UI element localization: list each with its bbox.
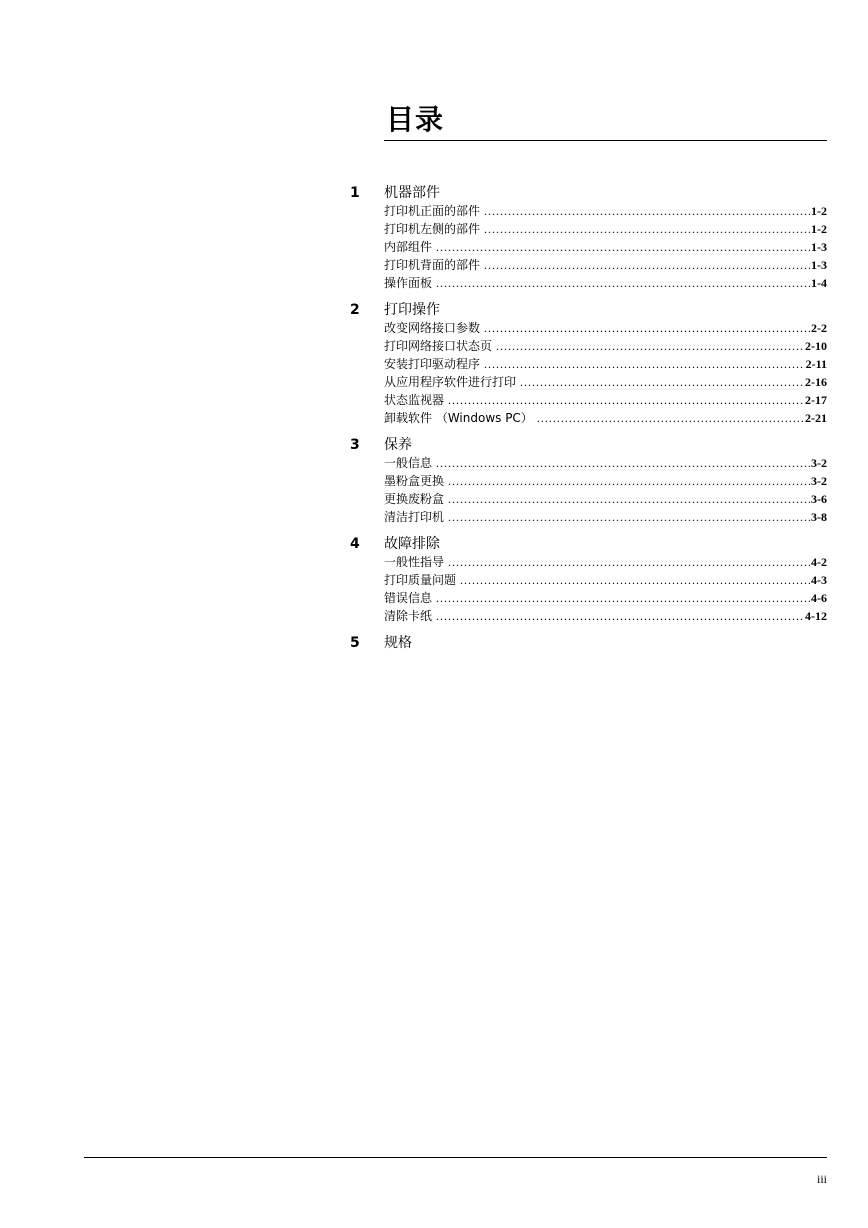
toc-entry[interactable] bbox=[384, 490, 827, 508]
chapter-5 bbox=[346, 635, 827, 652]
page-title: 目录 bbox=[386, 103, 445, 136]
dot-leader bbox=[520, 373, 804, 391]
chapter-number: 4 bbox=[350, 536, 360, 552]
dot-leader bbox=[460, 571, 810, 589]
chapter-title: 规格 bbox=[384, 635, 412, 651]
chapter-heading[interactable] bbox=[346, 302, 827, 319]
toc-entry-label: 打印质量问题 bbox=[384, 573, 457, 587]
toc-entry[interactable] bbox=[384, 508, 827, 526]
toc-entry-page: 3-2 bbox=[811, 456, 827, 470]
toc-entry-label: 卸载软件 （Windows PC） bbox=[384, 411, 533, 425]
toc-entry[interactable] bbox=[384, 454, 827, 472]
toc-entry-page: 4-6 bbox=[811, 591, 827, 605]
chapter-heading[interactable] bbox=[346, 536, 827, 553]
toc-entry[interactable] bbox=[384, 409, 827, 427]
toc-entry-label: 墨粉盒更换 bbox=[384, 474, 445, 488]
chapter-heading[interactable] bbox=[346, 635, 827, 652]
toc-entry-page: 3-8 bbox=[811, 510, 827, 524]
toc-entry-page: 4-3 bbox=[811, 573, 827, 587]
toc-entry-label: 错误信息 bbox=[384, 591, 433, 605]
toc-entry-label: 打印网络接口状态页 bbox=[384, 339, 493, 353]
page-number: iii bbox=[816, 1172, 827, 1186]
dot-leader bbox=[448, 472, 810, 490]
dot-leader bbox=[537, 409, 804, 427]
toc-entry[interactable] bbox=[384, 220, 827, 238]
toc-entry[interactable] bbox=[384, 571, 827, 589]
toc-entry[interactable] bbox=[384, 202, 827, 220]
toc-entry[interactable] bbox=[384, 589, 827, 607]
dot-leader bbox=[484, 319, 810, 337]
toc-entry-label: 从应用程序软件进行打印 bbox=[384, 375, 517, 389]
title-divider bbox=[384, 140, 827, 141]
toc-entry-page: 1-3 bbox=[811, 258, 827, 272]
dot-leader bbox=[448, 490, 810, 508]
toc-entry-page: 2-21 bbox=[805, 411, 827, 425]
toc-entry[interactable] bbox=[384, 472, 827, 490]
toc-entry-page: 2-17 bbox=[805, 393, 827, 407]
chapter-1 bbox=[346, 185, 827, 292]
chapter-title: 保养 bbox=[384, 437, 412, 453]
toc-entry-label: 清除卡纸 bbox=[384, 609, 433, 623]
toc-entry[interactable] bbox=[384, 373, 827, 391]
dot-leader bbox=[496, 337, 804, 355]
toc-entry-page: 1-3 bbox=[811, 240, 827, 254]
dot-leader bbox=[436, 607, 804, 625]
toc-entry-label: 内部组件 bbox=[384, 240, 433, 254]
toc-entry-page: 2-2 bbox=[811, 321, 827, 335]
toc-entry[interactable] bbox=[384, 319, 827, 337]
dot-leader bbox=[436, 238, 810, 256]
footer-divider bbox=[84, 1157, 827, 1158]
chapter-heading[interactable] bbox=[346, 185, 827, 202]
chapter-title: 打印操作 bbox=[384, 302, 440, 318]
dot-leader bbox=[484, 220, 810, 238]
toc-entry-label: 一般信息 bbox=[384, 456, 433, 470]
toc-entry-page: 2-10 bbox=[805, 339, 827, 353]
toc-entry-label: 一般性指导 bbox=[384, 555, 445, 569]
chapter-number: 3 bbox=[350, 437, 360, 453]
toc-entry-page: 1-4 bbox=[811, 276, 827, 290]
chapter-title: 故障排除 bbox=[384, 536, 440, 552]
toc-entry-page: 1-2 bbox=[811, 222, 827, 236]
toc-entry[interactable] bbox=[384, 391, 827, 409]
dot-leader bbox=[448, 553, 810, 571]
toc-entry-label: 安装打印驱动程序 bbox=[384, 357, 481, 371]
chapter-2 bbox=[346, 302, 827, 427]
dot-leader bbox=[436, 274, 810, 292]
toc-entry-label: 清洁打印机 bbox=[384, 510, 445, 524]
toc-entry-page: 2-11 bbox=[805, 357, 827, 371]
chapter-title: 机器部件 bbox=[384, 185, 440, 201]
toc-entry-label: 更换废粉盒 bbox=[384, 492, 445, 506]
toc-entry[interactable] bbox=[384, 607, 827, 625]
dot-leader bbox=[448, 508, 810, 526]
toc-entry-page: 3-2 bbox=[811, 474, 827, 488]
toc-entry[interactable] bbox=[384, 355, 827, 373]
chapter-heading[interactable] bbox=[346, 437, 827, 454]
toc-entry[interactable] bbox=[384, 274, 827, 292]
chapter-3 bbox=[346, 437, 827, 526]
chapter-number: 5 bbox=[350, 635, 360, 651]
dot-leader bbox=[436, 454, 810, 472]
dot-leader bbox=[436, 589, 810, 607]
toc-entry-label: 打印机左侧的部件 bbox=[384, 222, 481, 236]
table-of-contents bbox=[346, 185, 827, 662]
toc-entry[interactable] bbox=[384, 238, 827, 256]
toc-entry-page: 4-12 bbox=[805, 609, 827, 623]
toc-entry-label: 打印机背面的部件 bbox=[384, 258, 481, 272]
dot-leader bbox=[484, 355, 805, 373]
chapter-number: 2 bbox=[350, 302, 360, 318]
toc-entry[interactable] bbox=[384, 553, 827, 571]
dot-leader bbox=[484, 202, 810, 220]
dot-leader bbox=[484, 256, 810, 274]
toc-entry-page: 4-2 bbox=[811, 555, 827, 569]
toc-entry[interactable] bbox=[384, 256, 827, 274]
dot-leader bbox=[448, 391, 804, 409]
toc-entry-label: 操作面板 bbox=[384, 276, 433, 290]
toc-entry-page: 1-2 bbox=[811, 204, 827, 218]
toc-entry-label: 改变网络接口参数 bbox=[384, 321, 481, 335]
chapter-number: 1 bbox=[350, 185, 360, 201]
toc-entry-page: 3-6 bbox=[811, 492, 827, 506]
toc-entry-label: 状态监视器 bbox=[384, 393, 445, 407]
toc-entry-page: 2-16 bbox=[805, 375, 827, 389]
toc-entry[interactable] bbox=[384, 337, 827, 355]
toc-entry-label: 打印机正面的部件 bbox=[384, 204, 481, 218]
chapter-4 bbox=[346, 536, 827, 625]
